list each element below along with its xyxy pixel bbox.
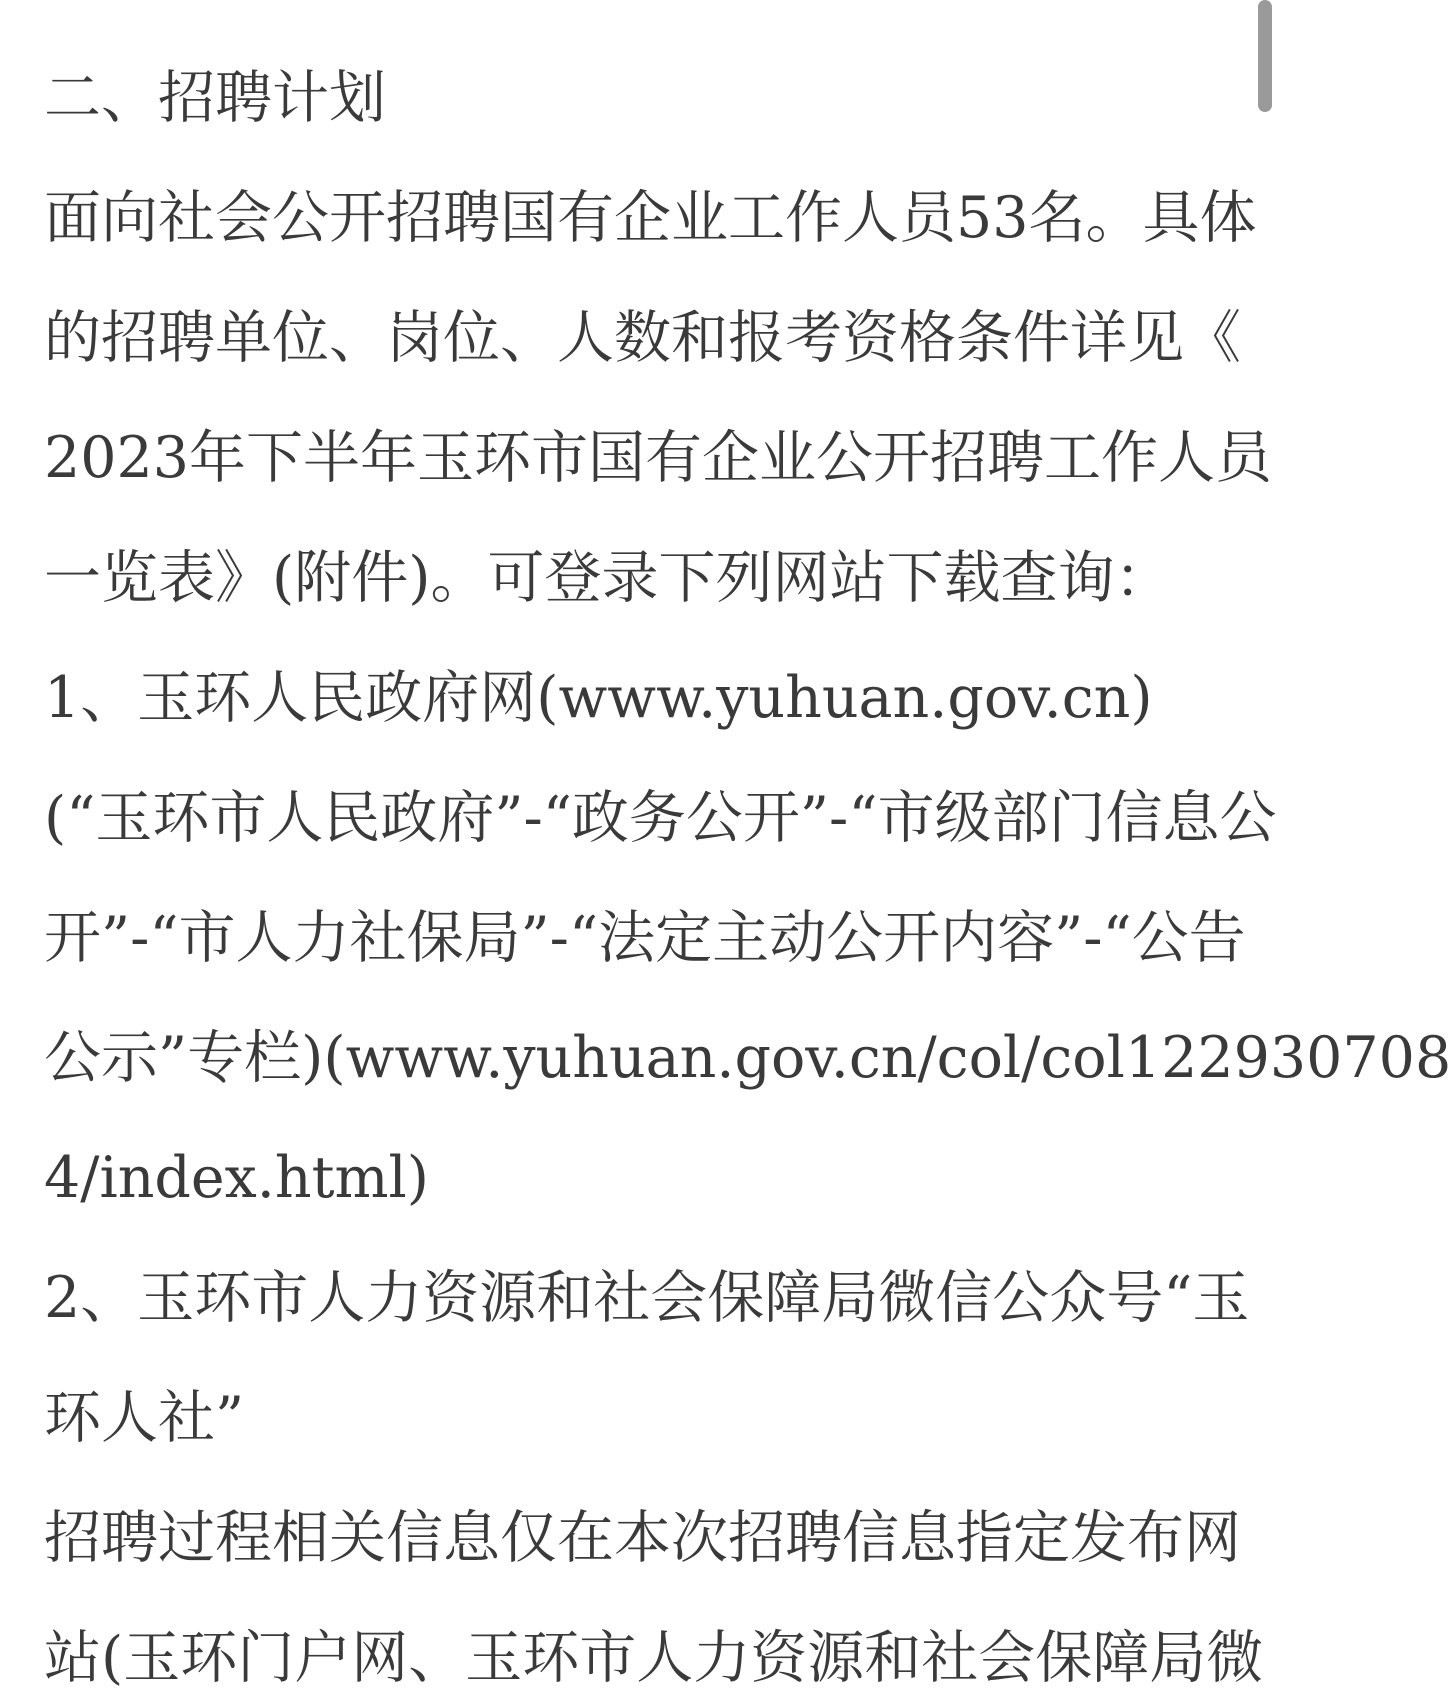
text-line: 开”-“市人力社保局”-“法定主动公开内容”-“公告 xyxy=(44,905,1246,971)
url-line: 公示”专栏)(www.yuhuan.gov.cn/col/col122930708 xyxy=(44,1025,1451,1091)
text-line: (“玉环市人民政府”-“政务公开”-“市级部门信息公 xyxy=(44,785,1277,851)
partial-text-line xyxy=(44,0,1240,36)
url-line: 4/index.html) xyxy=(44,1145,430,1211)
text-line: 2、玉环市人力资源和社会保障局微信公众号“玉 xyxy=(44,1265,1250,1331)
text-line: 招聘过程相关信息仅在本次招聘信息指定发布网 xyxy=(44,1505,1241,1571)
text-line: 2023年下半年玉环市国有企业公开招聘工作人员 xyxy=(44,425,1273,491)
text-line: 面向社会公开招聘国有企业工作人员53名。具体 xyxy=(44,185,1257,251)
website-link-line: 1、玉环人民政府网(www.yuhuan.gov.cn) xyxy=(44,665,1153,731)
text-line: 的招聘单位、岗位、人数和报考资格条件详见《 xyxy=(44,305,1241,371)
text-line: 站(玉环门户网、玉环市人力资源和社会保障局微 xyxy=(44,1625,1264,1691)
scrollbar-thumb[interactable] xyxy=(1258,0,1272,112)
text-line: 环人社” xyxy=(44,1385,245,1451)
text-line: 一览表》(附件)。可登录下列网站下载查询： xyxy=(44,545,1172,611)
section-heading: 二、招聘计划 xyxy=(44,65,386,131)
